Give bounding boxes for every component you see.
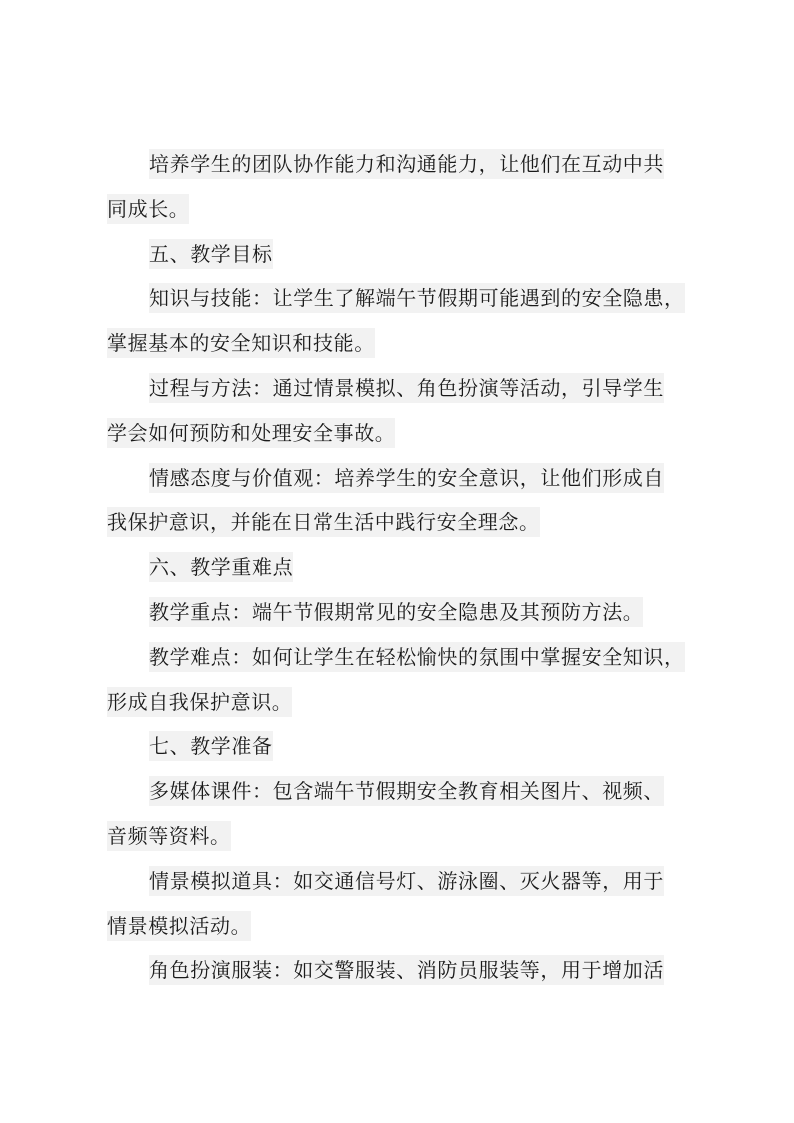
text-line: 音频等资料。 <box>107 814 719 859</box>
text-line: 培养学生的团队协作能力和沟通能力，让他们在互动中共 <box>107 142 719 187</box>
text-line: 教学难点：如何让学生在轻松愉快的氛围中掌握安全知识， <box>107 635 719 680</box>
text-line: 教学重点：端午节假期常见的安全隐患及其预防方法。 <box>107 590 719 635</box>
text-line: 同成长。 <box>107 187 719 232</box>
text-line: 多媒体课件：包含端午节假期安全教育相关图片、视频、 <box>107 769 719 814</box>
section-heading: 七、教学准备 <box>107 724 719 769</box>
text-line: 掌握基本的安全知识和技能。 <box>107 321 719 366</box>
text-line: 我保护意识，并能在日常生活中践行安全理念。 <box>107 500 719 545</box>
section-heading: 五、教学目标 <box>107 232 719 277</box>
text-line: 情感态度与价值观：培养学生的安全意识，让他们形成自 <box>107 456 719 501</box>
text-line: 形成自我保护意识。 <box>107 680 719 725</box>
text-line: 学会如何预防和处理安全事故。 <box>107 411 719 456</box>
section-heading: 六、教学重难点 <box>107 545 719 590</box>
text-line: 情景模拟活动。 <box>107 904 719 949</box>
document-body <box>107 142 719 993</box>
text-line: 知识与技能：让学生了解端午节假期可能遇到的安全隐患， <box>107 276 719 321</box>
text-line: 角色扮演服装：如交警服装、消防员服装等，用于增加活 <box>107 948 719 993</box>
text-line: 情景模拟道具：如交通信号灯、游泳圈、灭火器等，用于 <box>107 859 719 904</box>
text-line: 过程与方法：通过情景模拟、角色扮演等活动，引导学生 <box>107 366 719 411</box>
